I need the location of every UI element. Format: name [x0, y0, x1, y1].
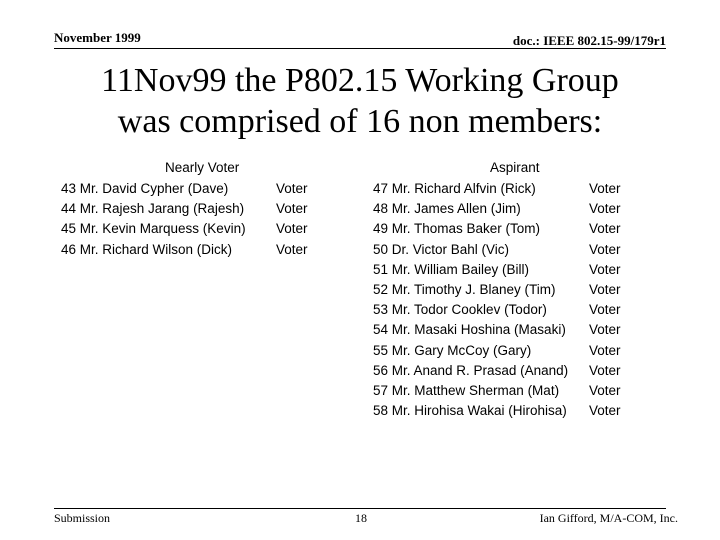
- member-status: Voter: [589, 282, 621, 298]
- header-doc-id: doc.: IEEE 802.15-99/179r1: [512, 33, 666, 48]
- member-status: Voter: [589, 261, 621, 277]
- member-name: 56 Mr. Anand R. Prasad (Anand): [373, 362, 569, 378]
- member-status: Voter: [589, 383, 621, 399]
- member-name: 44 Mr. Rajesh Jarang (Rajesh): [61, 201, 245, 217]
- member-status: Voter: [589, 342, 621, 358]
- member-name: 53 Mr. Todor Cooklev (Todor): [373, 302, 547, 318]
- nearly-voter-names: [61, 179, 246, 260]
- member-name: 52 Mr. Timothy J. Blaney (Tim): [373, 282, 556, 298]
- member-name: 45 Mr. Kevin Marquess (Kevin): [61, 221, 246, 237]
- member-name: 47 Mr. Richard Alfvin (Rick): [373, 181, 536, 196]
- member-name: 48 Mr. James Allen (Jim): [373, 201, 521, 217]
- member-status: Voter: [276, 201, 308, 217]
- member-status: Voter: [276, 241, 308, 257]
- nearly-voter-statuses: [276, 179, 308, 260]
- footer-divider: [54, 508, 666, 509]
- footer-author: Ian Gifford, M/A-COM, Inc.: [539, 511, 678, 525]
- member-name: 46 Mr. Richard Wilson (Dick): [61, 241, 233, 257]
- aspirant-statuses: [589, 179, 621, 421]
- slide-title: [40, 60, 680, 142]
- member-status: Voter: [589, 403, 621, 419]
- member-status: Voter: [276, 181, 308, 196]
- member-name: 51 Mr. William Bailey (Bill): [373, 261, 530, 277]
- member-name: 55 Mr. Gary McCoy (Gary): [373, 342, 532, 358]
- member-status: Voter: [589, 241, 621, 257]
- page-number: 18: [355, 511, 367, 525]
- member-name: 49 Mr. Thomas Baker (Tom): [373, 221, 541, 237]
- member-status: Voter: [589, 181, 621, 196]
- slide-title-line-1: 11Nov99 the P802.15 Working Group: [101, 62, 619, 99]
- nearly-voter-heading: Nearly Voter: [165, 160, 240, 175]
- member-name: 50 Dr. Victor Bahl (Vic): [373, 241, 510, 257]
- member-status: Voter: [276, 221, 308, 237]
- member-status: Voter: [589, 221, 621, 237]
- member-name: 57 Mr. Matthew Sherman (Mat): [373, 383, 560, 399]
- member-status: Voter: [589, 362, 621, 378]
- footer-submission: Submission: [54, 511, 111, 525]
- member-name: 54 Mr. Masaki Hoshina (Masaki): [373, 322, 566, 338]
- member-name: 43 Mr. David Cypher (Dave): [61, 181, 229, 196]
- aspirant-names: [373, 179, 568, 421]
- member-status: Voter: [589, 322, 621, 338]
- aspirant-heading: Aspirant: [490, 160, 540, 175]
- member-name: 58 Mr. Hirohisa Wakai (Hirohisa): [373, 403, 567, 419]
- header-divider: [54, 48, 666, 49]
- member-status: Voter: [589, 201, 621, 217]
- slide-title-line-2: was comprised of 16 non members:: [117, 103, 603, 140]
- member-status: Voter: [589, 302, 621, 318]
- header-date: November 1999: [54, 30, 141, 45]
